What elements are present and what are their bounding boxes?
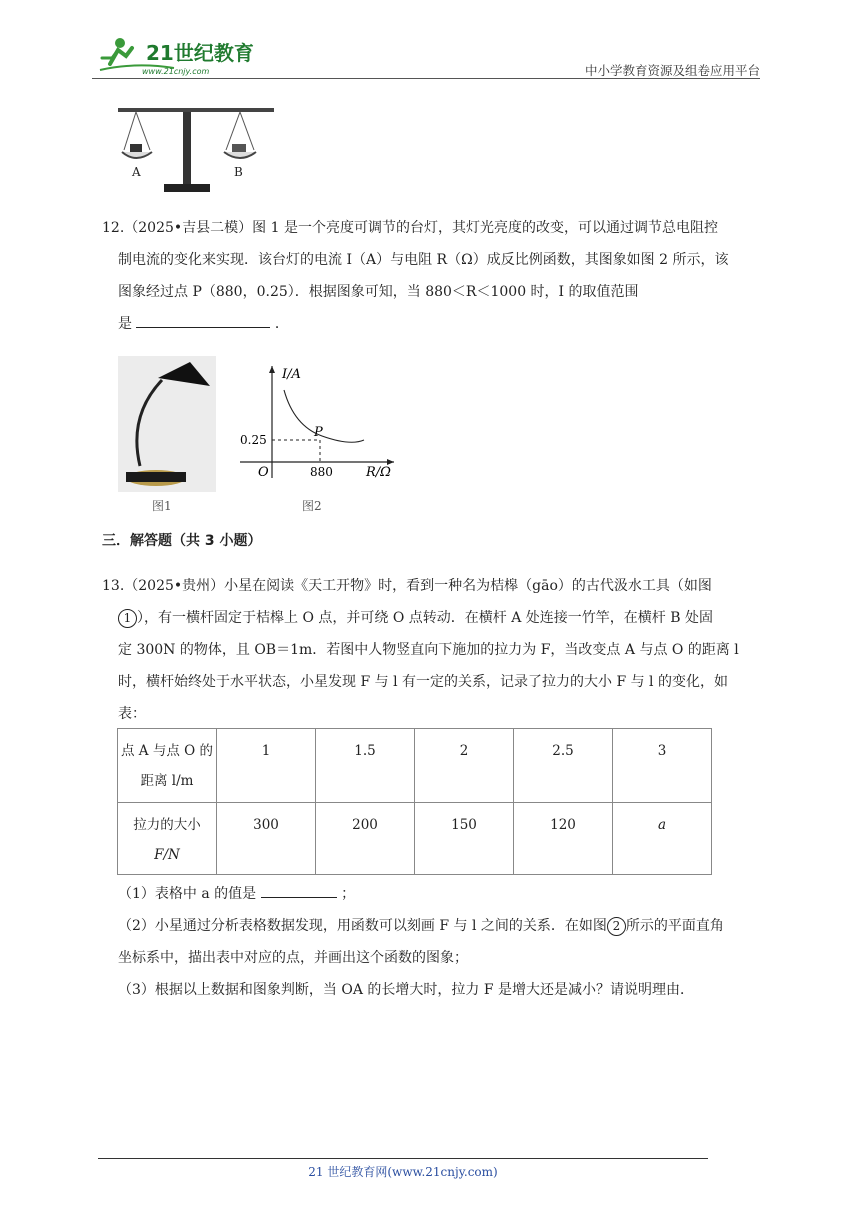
data-table: [117, 728, 712, 875]
table-cell: 300: [217, 803, 316, 875]
table-cell: 150: [415, 803, 514, 875]
site-logo: [96, 34, 256, 76]
answer-blank-q13-1[interactable]: [261, 883, 337, 898]
section-3-title: 三．解答题（共 3 小题）: [102, 533, 262, 549]
footer-text[interactable]: 21 世纪教育网(www.21cnjy.com): [308, 1165, 498, 1179]
q12-line3: 图象经过点 P（880，0.25）．根据图象可知，当 880＜R＜1000 时，I 的取值范围: [118, 284, 639, 300]
table-row-distance: [118, 729, 712, 803]
q13-line1: 13.（2025•贵州）小星在阅读《天工开物》时，看到一种名为桔槔（gāo）的古代汲水工具（如图: [102, 578, 712, 594]
graph-y-tick: 0.25: [240, 433, 267, 447]
scale-label-a: A: [132, 165, 141, 179]
header-rule: [92, 78, 760, 79]
question-13: [102, 570, 770, 730]
circle-figure-1: 1: [118, 609, 137, 628]
answer-blank-q12[interactable]: [136, 313, 270, 328]
logo-runner-icon: [115, 38, 125, 48]
header-platform-text: 中小学教育资源及组卷应用平台: [584, 63, 760, 78]
footer-rule: [98, 1158, 708, 1159]
table-cell: 1: [217, 729, 316, 803]
table-cell: 2.5: [514, 729, 613, 803]
svg-text:www.21cnjy.com: www.21cnjy.com: [142, 67, 210, 76]
graph-point-p: P: [314, 425, 323, 440]
circle-figure-2: 2: [607, 917, 626, 936]
sub-question-2: （2）小星通过分析表格数据发现，用函数可以刻画 F 与 l 之间的关系．在如图 2 所示的平面直角 坐标系中，描出表中对应的点，并画出这个函数的图象；: [118, 918, 724, 966]
table-cell: 1.5: [316, 729, 415, 803]
q12-line2: 制电流的变化来实现．该台灯的电流 I（A）与电阻 R（Ω）成反比例函数，其图象如图 2 所示，该: [118, 252, 729, 268]
question-12: [102, 212, 770, 340]
table-row-force: [118, 803, 712, 875]
inverse-curve: [284, 390, 364, 442]
fig1-caption: 图1: [152, 499, 172, 513]
q13-line4: 时，横杆始终处于水平状态，小星发现 F 与 l 有一定的关系，记录了拉力的大小 F 与 l 的变化，如: [118, 674, 728, 690]
q13-line3: 定 300N 的物体，且 OB＝1m．若图中人物竖直向下施加的拉力为 F，当改变点 A 与点 O 的距离 l: [118, 642, 739, 658]
table-header-distance: 点 A 与点 O 的 距离 l/m: [118, 729, 217, 803]
table-cell: 2: [415, 729, 514, 803]
table-cell: 200: [316, 803, 415, 875]
graph-x-label: R/Ω: [366, 465, 391, 480]
table-cell: 3: [613, 729, 712, 803]
scale-label-b: B: [234, 165, 243, 179]
table-cell: 120: [514, 803, 613, 875]
balance-scale-figure: [118, 106, 278, 202]
table-cell: a: [613, 803, 712, 875]
q12-line4: 是 ．: [102, 308, 770, 340]
graph-x-tick: 880: [310, 465, 333, 479]
q13-line5: 表：: [118, 706, 146, 722]
fig2-caption: 图2: [302, 499, 322, 513]
sub-question-1: （1）表格中 a 的值是 ；: [118, 878, 355, 910]
svg-text:21世纪教育: 21世纪教育: [146, 41, 254, 65]
q13-line2: 1 ），有一横杆固定于桔槔上 O 点，并可绕 O 点转动．在横杆 A 处连接一竹竿，在横杆 B 处固: [102, 602, 770, 634]
graph-origin: O: [258, 465, 269, 480]
table-header-force: 拉力的大小 F/N: [118, 803, 217, 875]
inverse-graph-figure: [236, 360, 400, 484]
graph-y-label: I/A: [282, 367, 301, 382]
q12-line1: 12.（2025•吉县二模）图 1 是一个亮度可调节的台灯，其灯光亮度的改变，可以通过调节总电阻控: [102, 220, 718, 236]
sub-question-3: （3）根据以上数据和图象判断，当 OA 的长增大时，拉力 F 是增大还是减小？请说明理由．: [118, 982, 695, 998]
lamp-figure: [118, 356, 216, 496]
